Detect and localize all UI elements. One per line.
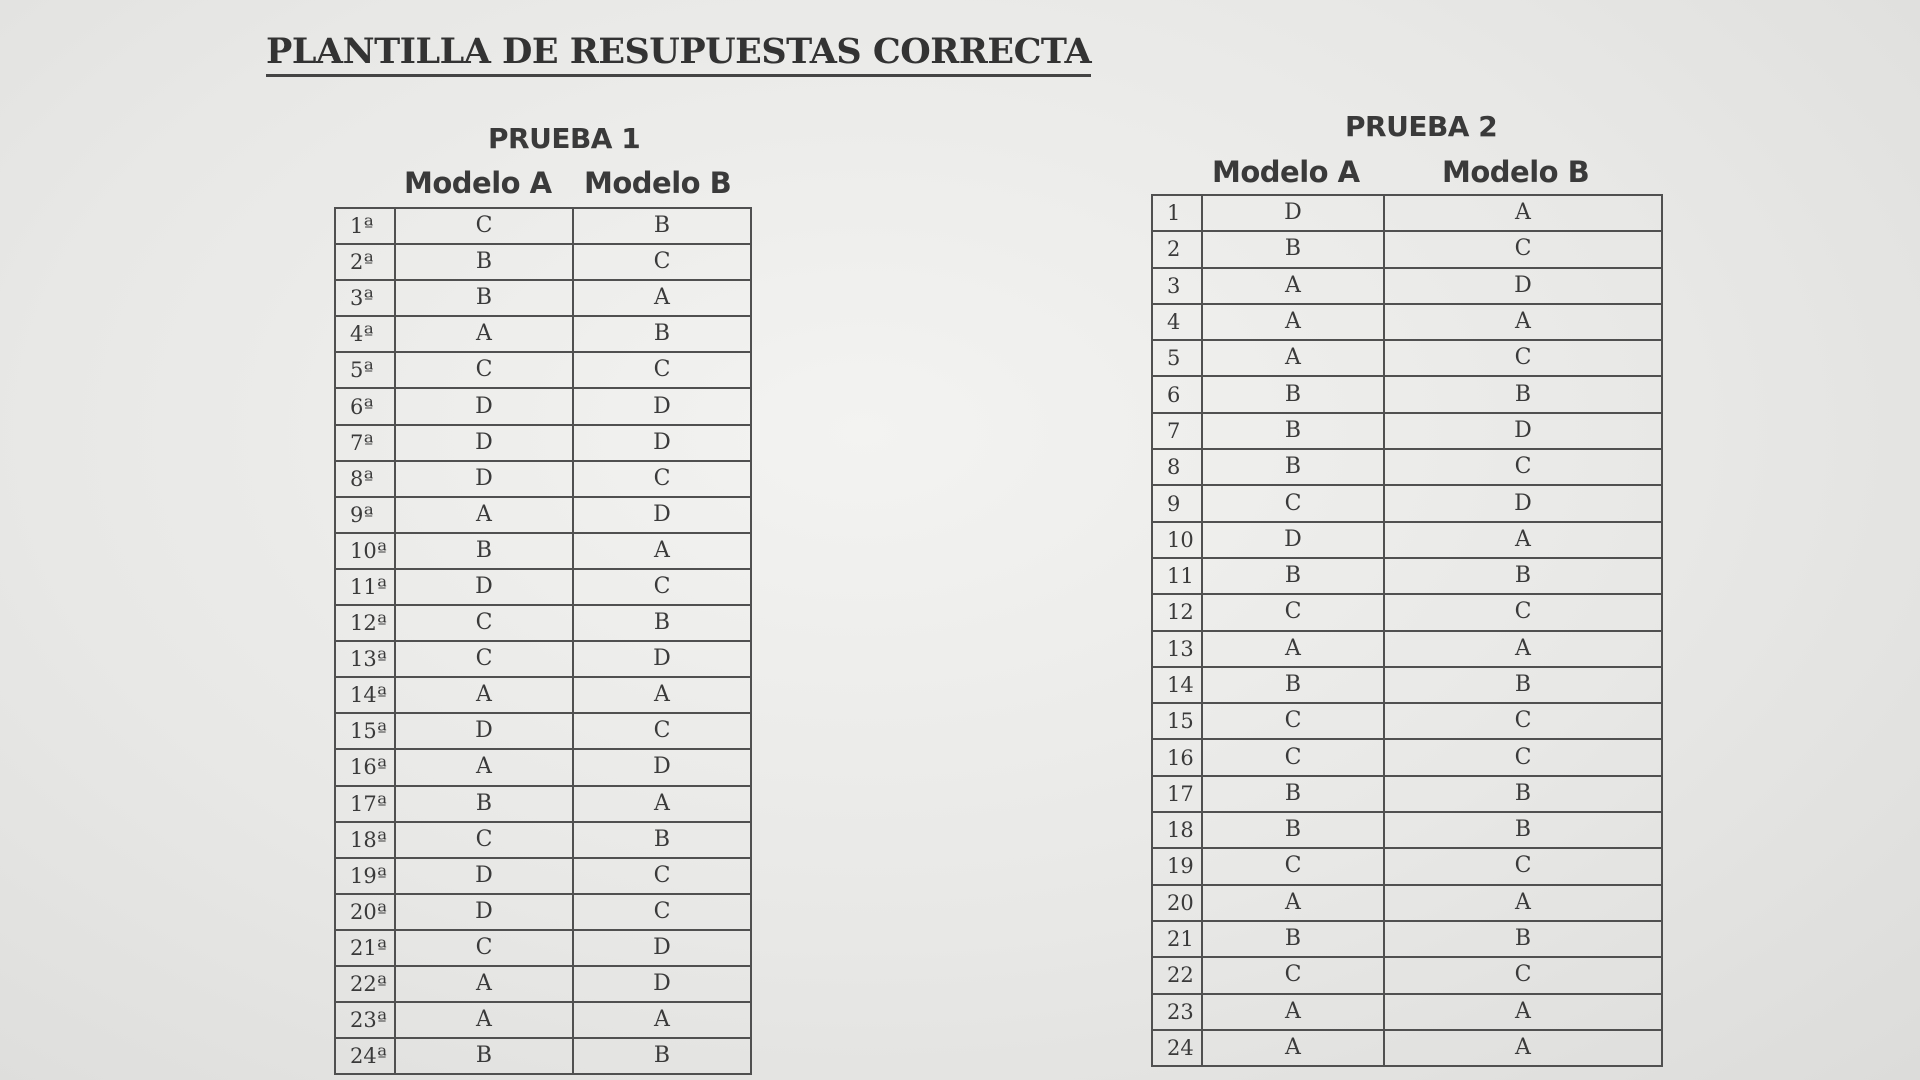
question-number: 20ª <box>335 894 395 930</box>
modelo-a-answer: A <box>1202 340 1384 376</box>
modelo-b-answer: D <box>573 930 751 966</box>
answer-row <box>1152 413 1662 449</box>
modelo-a-answer: B <box>1202 413 1384 449</box>
modelo-a-answer: C <box>1202 848 1384 884</box>
answer-row <box>335 388 751 424</box>
prueba-1-answer-table <box>334 207 752 1075</box>
answer-row <box>335 533 751 569</box>
modelo-a-answer: B <box>1202 449 1384 485</box>
modelo-a-answer: C <box>395 930 573 966</box>
modelo-a-answer: C <box>1202 703 1384 739</box>
answer-row <box>1152 304 1662 340</box>
answer-row <box>1152 268 1662 304</box>
modelo-b-answer: B <box>1384 776 1662 812</box>
modelo-b-answer: C <box>1384 340 1662 376</box>
modelo-a-answer: D <box>395 569 573 605</box>
answer-row <box>1152 485 1662 521</box>
modelo-a-answer: C <box>1202 594 1384 630</box>
answer-row <box>335 894 751 930</box>
answer-row <box>1152 376 1662 412</box>
modelo-b-answer: C <box>573 352 751 388</box>
prueba-1-header-modelo-b: Modelo B <box>584 166 732 200</box>
answer-row <box>335 822 751 858</box>
question-number: 19 <box>1152 848 1202 884</box>
modelo-b-answer: B <box>1384 812 1662 848</box>
modelo-b-answer: C <box>573 244 751 280</box>
modelo-a-answer: D <box>395 388 573 424</box>
answer-row <box>335 713 751 749</box>
modelo-b-answer: A <box>1384 195 1662 231</box>
answer-row <box>1152 703 1662 739</box>
modelo-b-answer: C <box>1384 957 1662 993</box>
answer-row <box>335 605 751 641</box>
modelo-b-answer: B <box>573 1038 751 1074</box>
modelo-a-answer: C <box>395 641 573 677</box>
modelo-b-answer: C <box>573 858 751 894</box>
question-number: 14 <box>1152 667 1202 703</box>
answer-row <box>1152 231 1662 267</box>
modelo-b-answer: A <box>573 786 751 822</box>
question-number: 8 <box>1152 449 1202 485</box>
answer-row <box>1152 776 1662 812</box>
modelo-a-answer: C <box>395 352 573 388</box>
question-number: 9ª <box>335 497 395 533</box>
question-number: 11ª <box>335 569 395 605</box>
modelo-a-answer: A <box>1202 304 1384 340</box>
modelo-a-answer: A <box>1202 994 1384 1030</box>
prueba-2-column-headers <box>1212 155 1632 191</box>
modelo-b-answer: B <box>573 822 751 858</box>
modelo-a-answer: A <box>395 1002 573 1038</box>
question-number: 17 <box>1152 776 1202 812</box>
question-number: 5 <box>1152 340 1202 376</box>
modelo-b-answer: C <box>1384 739 1662 775</box>
prueba-1-title: PRUEBA 1 <box>488 122 641 155</box>
modelo-a-answer: B <box>395 244 573 280</box>
modelo-a-answer: A <box>1202 268 1384 304</box>
modelo-a-answer: B <box>1202 376 1384 412</box>
modelo-b-answer: A <box>1384 631 1662 667</box>
modelo-a-answer: B <box>395 786 573 822</box>
question-number: 10 <box>1152 522 1202 558</box>
question-number: 6 <box>1152 376 1202 412</box>
question-number: 2ª <box>335 244 395 280</box>
modelo-a-answer: A <box>395 677 573 713</box>
prueba-2-answer-table <box>1151 194 1663 1067</box>
answer-row <box>1152 594 1662 630</box>
modelo-b-answer: B <box>573 605 751 641</box>
modelo-b-answer: D <box>573 966 751 1002</box>
question-number: 9 <box>1152 485 1202 521</box>
modelo-a-answer: B <box>395 533 573 569</box>
answer-row <box>335 677 751 713</box>
question-number: 24ª <box>335 1038 395 1074</box>
modelo-b-answer: C <box>1384 449 1662 485</box>
modelo-b-answer: C <box>573 713 751 749</box>
modelo-b-answer: A <box>573 280 751 316</box>
modelo-a-answer: B <box>1202 921 1384 957</box>
modelo-b-answer: B <box>1384 667 1662 703</box>
question-number: 23 <box>1152 994 1202 1030</box>
modelo-a-answer: C <box>1202 485 1384 521</box>
modelo-a-answer: D <box>1202 522 1384 558</box>
modelo-a-answer: B <box>395 1038 573 1074</box>
question-number: 1 <box>1152 195 1202 231</box>
answer-row <box>335 966 751 1002</box>
modelo-a-answer: B <box>1202 558 1384 594</box>
prueba-2-header-modelo-b: Modelo B <box>1442 155 1590 189</box>
answer-row <box>335 244 751 280</box>
modelo-b-answer: B <box>1384 558 1662 594</box>
modelo-a-answer: A <box>1202 631 1384 667</box>
modelo-a-answer: D <box>395 461 573 497</box>
modelo-b-answer: B <box>573 208 751 244</box>
question-number: 4 <box>1152 304 1202 340</box>
question-number: 12ª <box>335 605 395 641</box>
question-number: 13ª <box>335 641 395 677</box>
modelo-a-answer: A <box>395 749 573 785</box>
modelo-a-answer: A <box>395 966 573 1002</box>
question-number: 15 <box>1152 703 1202 739</box>
question-number: 3ª <box>335 280 395 316</box>
modelo-a-answer: B <box>1202 812 1384 848</box>
question-number: 17ª <box>335 786 395 822</box>
modelo-b-answer: D <box>1384 485 1662 521</box>
modelo-b-answer: C <box>1384 848 1662 884</box>
answer-row <box>335 461 751 497</box>
answer-row <box>335 1002 751 1038</box>
modelo-a-answer: B <box>1202 231 1384 267</box>
question-number: 5ª <box>335 352 395 388</box>
answer-row <box>335 569 751 605</box>
question-number: 21 <box>1152 921 1202 957</box>
question-number: 18ª <box>335 822 395 858</box>
modelo-a-answer: C <box>395 822 573 858</box>
modelo-a-answer: C <box>395 605 573 641</box>
question-number: 10ª <box>335 533 395 569</box>
prueba-1-header-modelo-a: Modelo A <box>404 166 552 200</box>
modelo-a-answer: C <box>1202 957 1384 993</box>
modelo-b-answer: C <box>573 569 751 605</box>
question-number: 16ª <box>335 749 395 785</box>
modelo-b-answer: A <box>1384 994 1662 1030</box>
modelo-b-answer: B <box>573 316 751 352</box>
modelo-a-answer: C <box>395 208 573 244</box>
modelo-a-answer: C <box>1202 739 1384 775</box>
modelo-b-answer: A <box>573 533 751 569</box>
answer-row <box>335 208 751 244</box>
modelo-a-answer: A <box>1202 885 1384 921</box>
answer-row <box>1152 340 1662 376</box>
modelo-b-answer: C <box>1384 594 1662 630</box>
answer-row <box>1152 739 1662 775</box>
modelo-b-answer: A <box>573 677 751 713</box>
question-number: 21ª <box>335 930 395 966</box>
answer-row <box>335 786 751 822</box>
question-number: 2 <box>1152 231 1202 267</box>
answer-row <box>1152 449 1662 485</box>
question-number: 23ª <box>335 1002 395 1038</box>
question-number: 8ª <box>335 461 395 497</box>
answer-row <box>335 930 751 966</box>
modelo-a-answer: D <box>395 894 573 930</box>
question-number: 3 <box>1152 268 1202 304</box>
question-number: 7ª <box>335 425 395 461</box>
question-number: 1ª <box>335 208 395 244</box>
answer-row <box>1152 921 1662 957</box>
modelo-b-answer: C <box>1384 703 1662 739</box>
answer-row <box>335 352 751 388</box>
prueba-2-title: PRUEBA 2 <box>1345 110 1498 143</box>
question-number: 11 <box>1152 558 1202 594</box>
answer-row <box>1152 631 1662 667</box>
modelo-b-answer: D <box>1384 268 1662 304</box>
prueba-2-header-modelo-a: Modelo A <box>1212 155 1360 189</box>
question-number: 14ª <box>335 677 395 713</box>
question-number: 22 <box>1152 957 1202 993</box>
modelo-a-answer: A <box>1202 1030 1384 1066</box>
answer-row <box>335 497 751 533</box>
modelo-b-answer: C <box>573 894 751 930</box>
answer-row <box>335 316 751 352</box>
question-number: 6ª <box>335 388 395 424</box>
question-number: 7 <box>1152 413 1202 449</box>
question-number: 20 <box>1152 885 1202 921</box>
answer-row <box>1152 885 1662 921</box>
question-number: 15ª <box>335 713 395 749</box>
modelo-a-answer: D <box>1202 195 1384 231</box>
question-number: 13 <box>1152 631 1202 667</box>
modelo-b-answer: D <box>573 425 751 461</box>
modelo-a-answer: B <box>1202 667 1384 703</box>
answer-row <box>335 1038 751 1074</box>
modelo-b-answer: D <box>573 497 751 533</box>
answer-row <box>1152 812 1662 848</box>
document-title: PLANTILLA DE RESUPUESTAS CORRECTA <box>266 30 1091 77</box>
question-number: 12 <box>1152 594 1202 630</box>
prueba-1-column-headers <box>404 166 744 202</box>
answer-row <box>1152 522 1662 558</box>
question-number: 24 <box>1152 1030 1202 1066</box>
modelo-b-answer: A <box>1384 304 1662 340</box>
answer-row <box>1152 957 1662 993</box>
modelo-a-answer: D <box>395 713 573 749</box>
modelo-b-answer: B <box>1384 376 1662 412</box>
modelo-a-answer: A <box>395 316 573 352</box>
modelo-b-answer: A <box>1384 522 1662 558</box>
answer-row <box>1152 994 1662 1030</box>
modelo-a-answer: D <box>395 425 573 461</box>
modelo-b-answer: C <box>573 461 751 497</box>
modelo-b-answer: D <box>573 388 751 424</box>
modelo-b-answer: D <box>573 749 751 785</box>
modelo-b-answer: B <box>1384 921 1662 957</box>
question-number: 22ª <box>335 966 395 1002</box>
question-number: 18 <box>1152 812 1202 848</box>
answer-row <box>1152 848 1662 884</box>
answer-row <box>1152 558 1662 594</box>
question-number: 19ª <box>335 858 395 894</box>
question-number: 4ª <box>335 316 395 352</box>
modelo-b-answer: C <box>1384 231 1662 267</box>
answer-row <box>335 749 751 785</box>
modelo-a-answer: A <box>395 497 573 533</box>
modelo-a-answer: D <box>395 858 573 894</box>
answer-row <box>335 280 751 316</box>
modelo-b-answer: D <box>1384 413 1662 449</box>
modelo-a-answer: B <box>395 280 573 316</box>
answer-row <box>335 425 751 461</box>
modelo-a-answer: B <box>1202 776 1384 812</box>
modelo-b-answer: A <box>1384 885 1662 921</box>
answer-row <box>1152 1030 1662 1066</box>
answer-row <box>1152 667 1662 703</box>
answer-row <box>335 858 751 894</box>
modelo-b-answer: D <box>573 641 751 677</box>
modelo-b-answer: A <box>1384 1030 1662 1066</box>
answer-row <box>1152 195 1662 231</box>
question-number: 16 <box>1152 739 1202 775</box>
modelo-b-answer: A <box>573 1002 751 1038</box>
answer-row <box>335 641 751 677</box>
